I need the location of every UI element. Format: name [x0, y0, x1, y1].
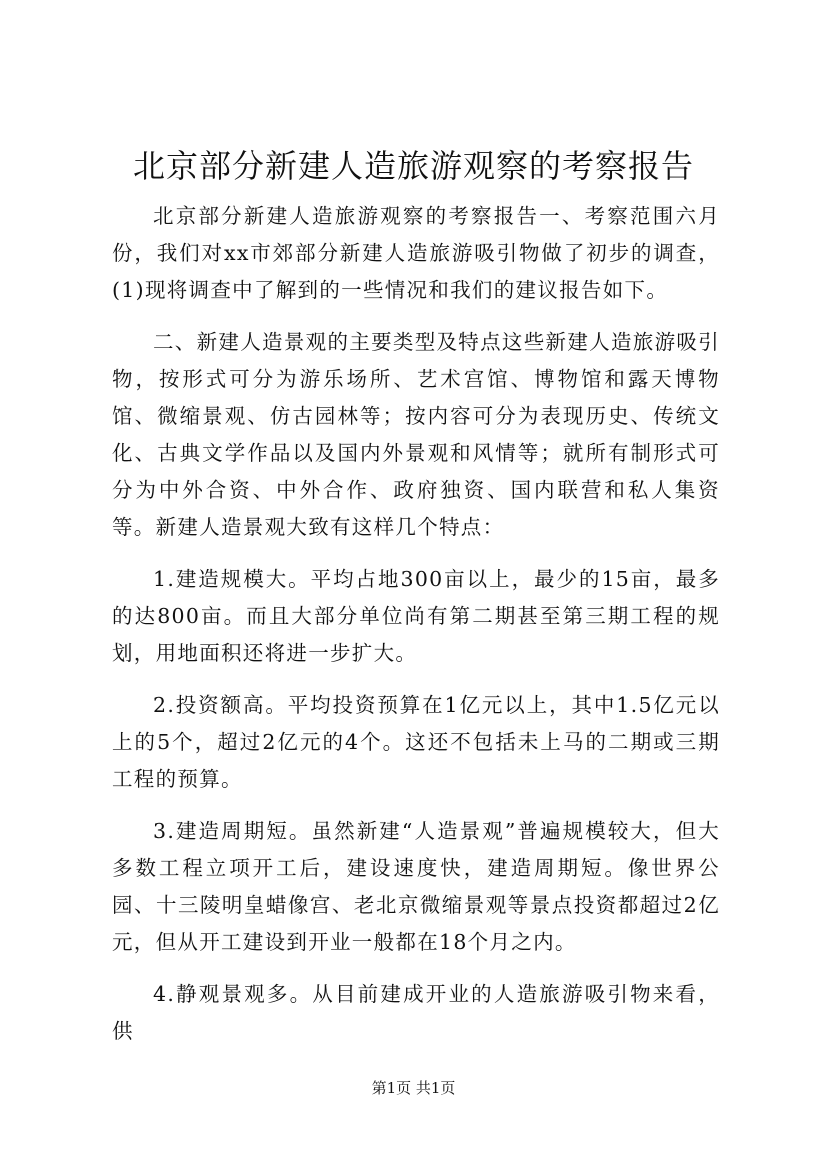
paragraph-point-3: 3.建造周期短。虽然新建“人造景观”普遍规模较大，但大多数工程立项开工后，建设速度快，建造周期短。像世界公园、十三陵明皇蜡像宫、老北京微缩景观等景点投资都超过2亿元，但从开工建设到开业一般都在18个月之内。 [112, 819, 720, 954]
paragraph-point-1: 1.建造规模大。平均占地300亩以上，最少的15亩，最多的达800亩。而且大部分单位尚有第二期甚至第三期工程的规划，用地面积还将进一步扩大。 [112, 567, 720, 665]
page-footer: 第1页 共1页 [371, 1079, 456, 1097]
paragraph-types-features: 二、新建人造景观的主要类型及特点这些新建人造旅游吸引物，按形式可分为游乐场所、艺术宫馆、博物馆和露天博物馆、微缩景观、仿古园林等；按内容可分为表现历史、传统文化、古典文学作品以及国内外景观和风情等；就所有制形式可分为中外合资、中外合作、政府独资、国内联营和私人集资等。新建人造景观大致有这样几个特点： [112, 330, 720, 539]
paragraph-point-4: 4.静观景观多。从目前建成开业的人造旅游吸引物来看，供 [112, 982, 720, 1043]
paragraph-point-2: 2.投资额高。平均投资预算在1亿元以上，其中1.5亿元以上的5个，超过2亿元的4个。这还不包括未上马的二期或三期工程的预算。 [112, 693, 720, 791]
document-title: 北京部分新建人造旅游观察的考察报告 [132, 147, 694, 185]
paragraph-intro: 北京部分新建人造旅游观察的考察报告一、考察范围六月份，我们对xx市郊部分新建人造旅游吸引物做了初步的调查，(1)现将调查中了解到的一些情况和我们的建议报告如下。 [112, 204, 720, 302]
document-body [112, 198, 720, 1050]
